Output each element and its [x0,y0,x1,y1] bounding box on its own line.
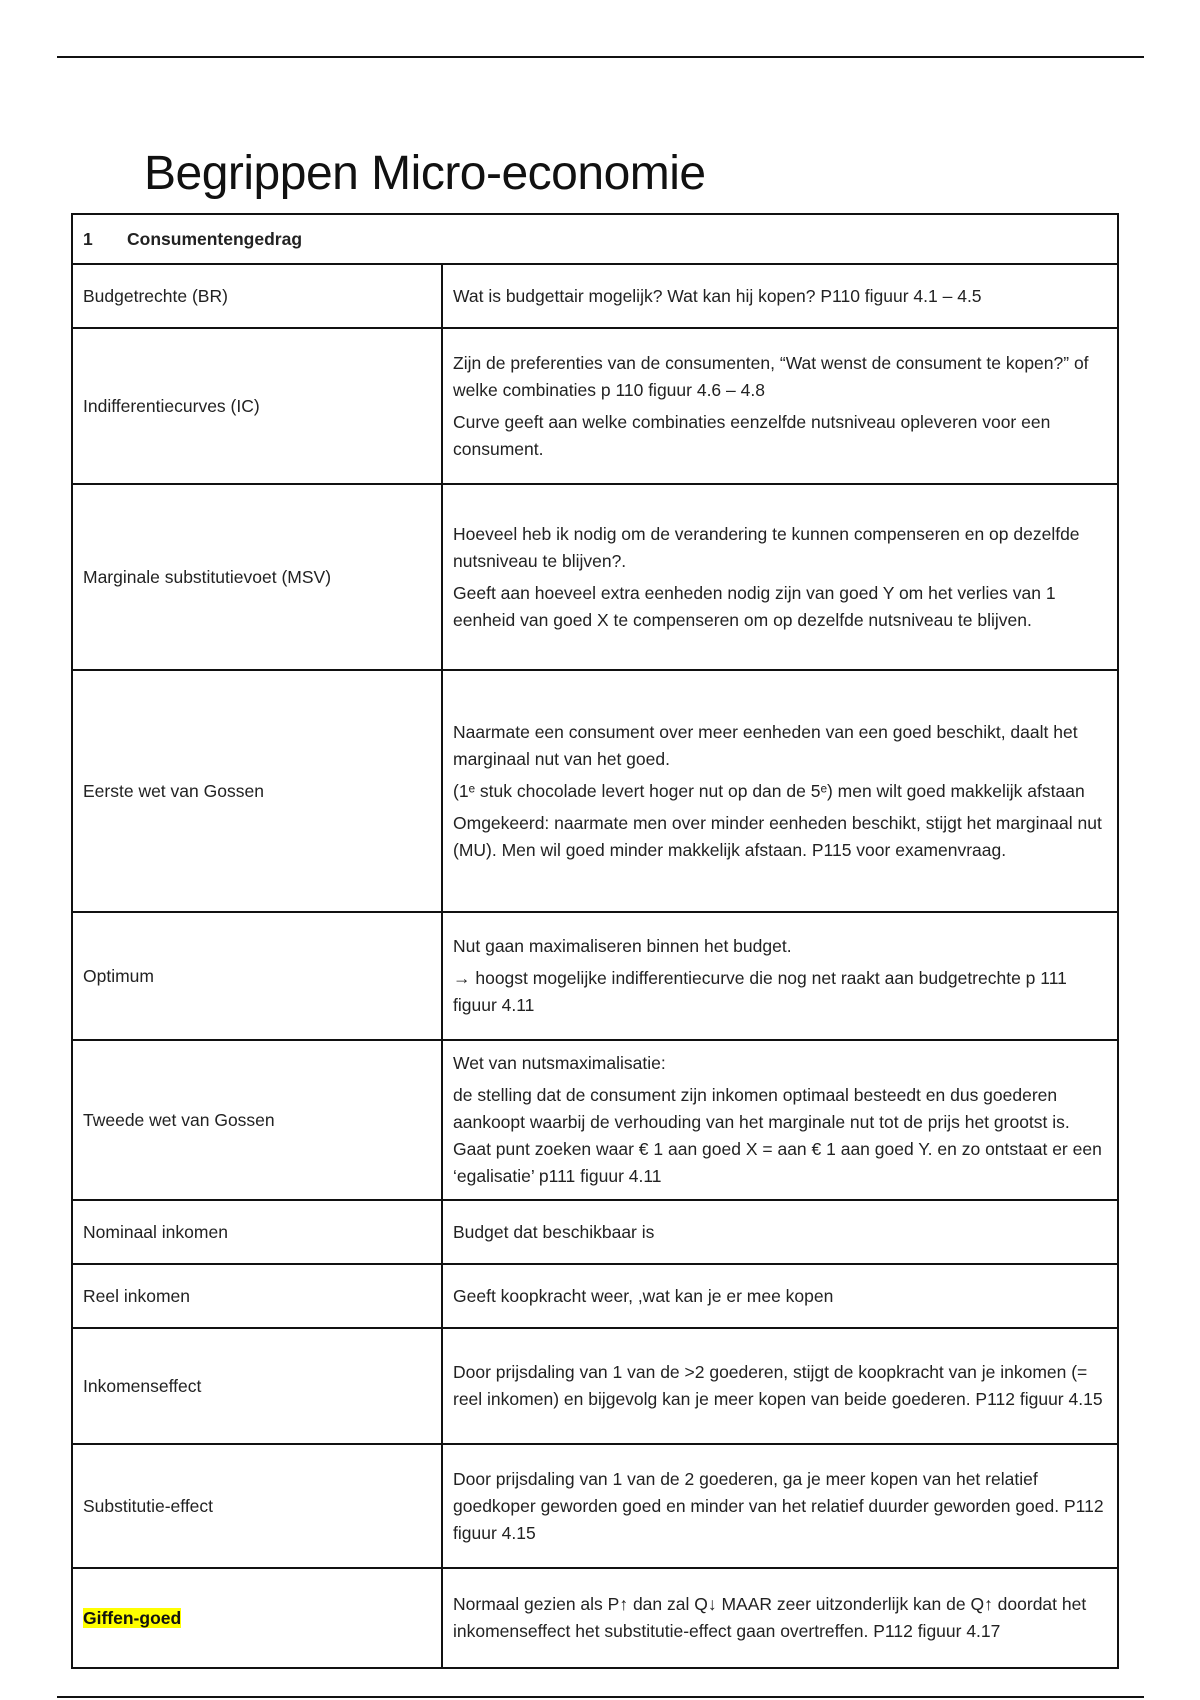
term-cell: Budgetrechte (BR) [72,264,442,328]
definition-cell [442,328,1118,484]
highlighted-term: Giffen-goed [83,1607,182,1628]
definition-paragraph: Omgekeerd: naarmate men over minder eenheden beschikt, stijgt het marginaal nut (MU). Men wil goed minder makkelijk afstaan. P115 voor examenvraag. [453,812,1102,860]
page-header-rule [57,56,1144,58]
definition-paragraph: Wat is budgettair mogelijk? Wat kan hij kopen? P110 figuur 4.1 – 4.5 [453,285,982,306]
table-row [72,1040,1118,1200]
table-row [72,1444,1118,1568]
section-header-row [72,214,1118,264]
term-cell: Tweede wet van Gossen [72,1040,442,1200]
definition-cell [442,1444,1118,1568]
definition-paragraph: (1ᵉ stuk chocolade levert hoger nut op dan de 5ᵉ) men wilt goed makkelijk afstaan [453,780,1085,801]
document-title: Begrippen Micro-economie [144,147,706,200]
term-cell: Eerste wet van Gossen [72,670,442,912]
terms-table [71,213,1119,1669]
definition-paragraph: Hoeveel heb ik nodig om de verandering te kunnen compenseren en op dezelfde nutsniveau te blijven?. [453,523,1080,571]
definition-paragraph: Door prijsdaling van 1 van de >2 goederen, stijgt de koopkracht van je inkomen (= reel inkomen) en bijgevolg kan je meer kopen van beide goederen. P112 figuur 4.15 [453,1362,1103,1409]
table-row [72,1568,1118,1668]
definition-paragraph: de stelling dat de consument zijn inkomen optimaal besteedt en dus goederen aankoopt waarbij de verhouding van het marginale nut tot de prijs het grootst is. Gaat punt zoeken waar € 1 aan goed X = aan € 1 aan goed Y. en zo ontstaat er een ‘egalisatie’ p111 figuur 4.11 [453,1085,1102,1186]
definition-cell [442,1568,1118,1668]
definition-cell [442,484,1118,670]
table-row [72,264,1118,328]
definition-cell [442,670,1118,912]
table-row [72,328,1118,484]
table-row [72,1200,1118,1264]
term-cell: Optimum [72,912,442,1040]
definition-cell [442,264,1118,328]
definition-paragraph: → hoogst mogelijke indifferentiecurve die nog net raakt aan budgetrechte p 111 figuur 4.11 [453,968,1067,1015]
term-cell: Reel inkomen [72,1264,442,1328]
section-title: Consumentengedrag [127,228,303,249]
page-footer-rule [57,1696,1144,1698]
section-heading [72,214,1118,264]
section-number: 1 [83,228,93,249]
definition-paragraph: Normaal gezien als P↑ dan zal Q↓ MAAR zeer uitzonderlijk kan de Q↑ doordat het inkomenseffect het substitutie-effect gaan overtreffen. P112 figuur 4.17 [453,1594,1087,1641]
definition-paragraph: Geeft aan hoeveel extra eenheden nodig zijn van goed Y om het verlies van 1 eenheid van goed X te compenseren om op dezelfde nutsniveau te blijven. [453,582,1056,630]
definition-paragraph: Budget dat beschikbaar is [453,1221,655,1242]
definition-cell [442,1040,1118,1200]
term-cell: Indifferentiecurves (IC) [72,328,442,484]
table-row [72,484,1118,670]
table-row [72,670,1118,912]
definition-cell [442,1328,1118,1444]
definition-paragraph: Nut gaan maximaliseren binnen het budget. [453,936,792,956]
definition-paragraph: Wet van nutsmaximalisatie: [453,1053,666,1073]
term-cell: Marginale substitutievoet (MSV) [72,484,442,670]
term-cell: Nominaal inkomen [72,1200,442,1264]
definition-paragraph: Zijn de preferenties van de consumenten, “Wat wenst de consument te kopen?” of welke combinaties p 110 figuur 4.6 – 4.8 [453,352,1089,400]
definition-cell [442,912,1118,1040]
table-row [72,1328,1118,1444]
definition-paragraph: Naarmate een consument over meer eenheden van een goed beschikt, daalt het marginaal nut van het goed. [453,721,1078,769]
term-cell: Substitutie-effect [72,1444,442,1568]
definition-paragraph: Door prijsdaling van 1 van de 2 goederen, ga je meer kopen van het relatief goedkoper geworden goed en minder van het relatief duurder geworden goed. P112 figuur 4.15 [453,1468,1104,1543]
definition-paragraph: Geeft koopkracht weer, ,wat kan je er mee kopen [453,1285,834,1306]
definition-paragraph: Curve geeft aan welke combinaties eenzelfde nutsniveau opleveren voor een consument. [453,411,1051,459]
table-row [72,912,1118,1040]
definition-cell [442,1264,1118,1328]
term-cell: Inkomenseffect [72,1328,442,1444]
definition-cell [442,1200,1118,1264]
table-row [72,1264,1118,1328]
term-cell [72,1568,442,1668]
